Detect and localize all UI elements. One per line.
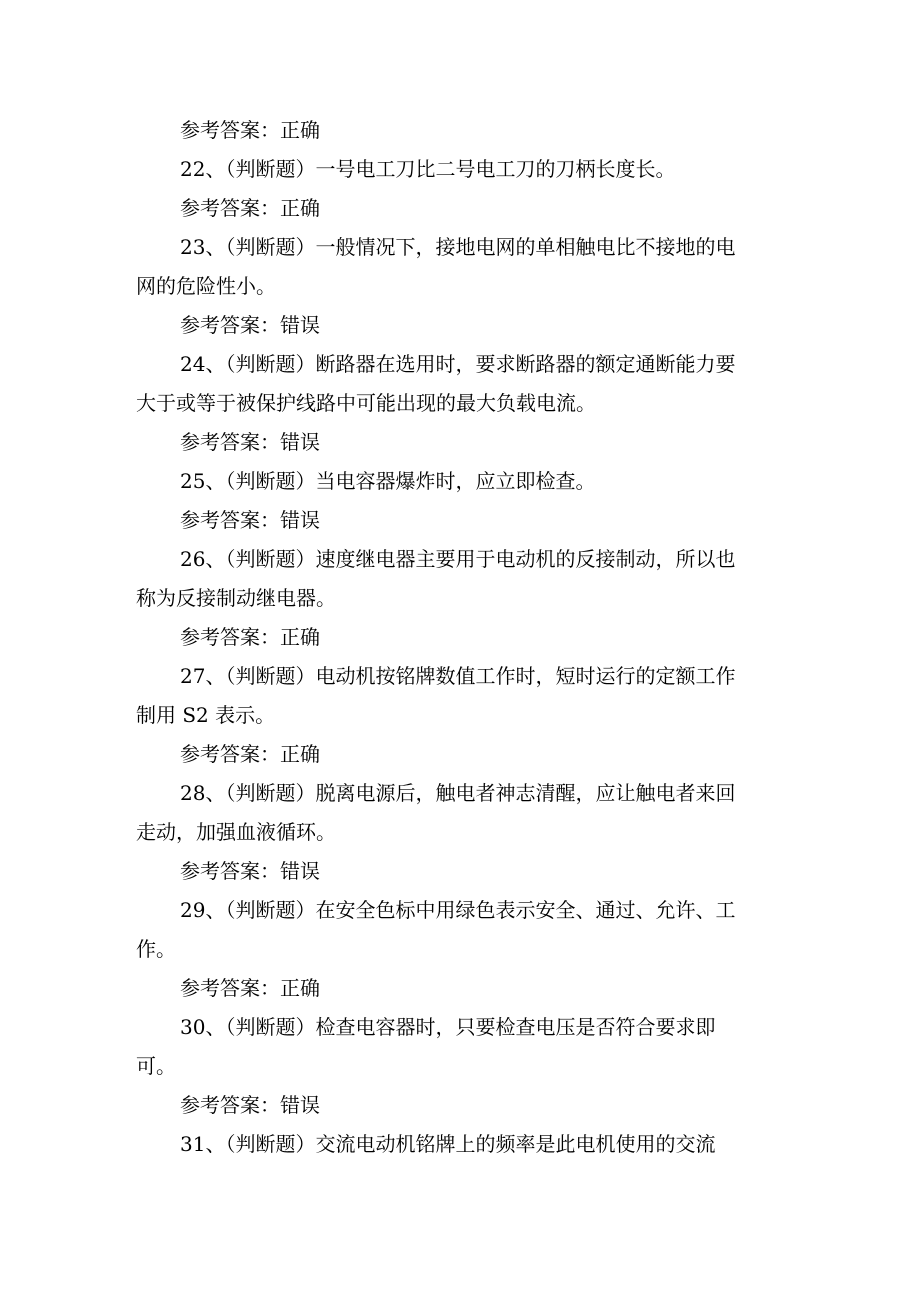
question-29-continued: 作。 bbox=[136, 937, 176, 961]
question-30-continued: 可。 bbox=[136, 1054, 176, 1078]
question-22: 22、（判断题）一号电工刀比二号电工刀的刀柄长度长。 bbox=[180, 157, 676, 181]
question-29: 29、（判断题）在安全色标中用绿色表示安全、通过、允许、工 bbox=[180, 898, 736, 922]
question-23: 23、（判断题）一般情况下，接地电网的单相触电比不接地的电 bbox=[180, 235, 736, 259]
answer-line: 参考答案：正确 bbox=[180, 625, 320, 649]
question-24: 24、（判断题）断路器在选用时，要求断路器的额定通断能力要 bbox=[180, 352, 736, 376]
question-26-continued: 称为反接制动继电器。 bbox=[136, 586, 336, 610]
answer-line: 参考答案：正确 bbox=[180, 118, 320, 142]
answer-line: 参考答案：正确 bbox=[180, 742, 320, 766]
answer-line: 参考答案：错误 bbox=[180, 313, 320, 337]
question-28-continued: 走动，加强血液循环。 bbox=[136, 820, 336, 844]
question-25: 25、（判断题）当电容器爆炸时，应立即检查。 bbox=[180, 469, 596, 493]
answer-line: 参考答案：错误 bbox=[180, 1093, 320, 1117]
question-27: 27、（判断题）电动机按铭牌数值工作时，短时运行的定额工作 bbox=[180, 664, 736, 688]
question-27-continued: 制用 S2 表示。 bbox=[136, 703, 276, 727]
document-body bbox=[136, 111, 786, 1164]
question-24-continued: 大于或等于被保护线路中可能出现的最大负载电流。 bbox=[136, 391, 596, 415]
answer-line: 参考答案：错误 bbox=[180, 859, 320, 883]
answer-line: 参考答案：错误 bbox=[180, 430, 320, 454]
answer-line: 参考答案：正确 bbox=[180, 196, 320, 220]
answer-line: 参考答案：正确 bbox=[180, 976, 320, 1000]
question-23-continued: 网的危险性小。 bbox=[136, 274, 276, 298]
answer-line: 参考答案：错误 bbox=[180, 508, 320, 532]
question-30: 30、（判断题）检查电容器时，只要检查电压是否符合要求即 bbox=[180, 1015, 716, 1039]
question-31: 31、（判断题）交流电动机铭牌上的频率是此电机使用的交流 bbox=[180, 1132, 716, 1156]
question-26: 26、（判断题）速度继电器主要用于电动机的反接制动，所以也 bbox=[180, 547, 736, 571]
question-28: 28、（判断题）脱离电源后，触电者神志清醒，应让触电者来回 bbox=[180, 781, 736, 805]
